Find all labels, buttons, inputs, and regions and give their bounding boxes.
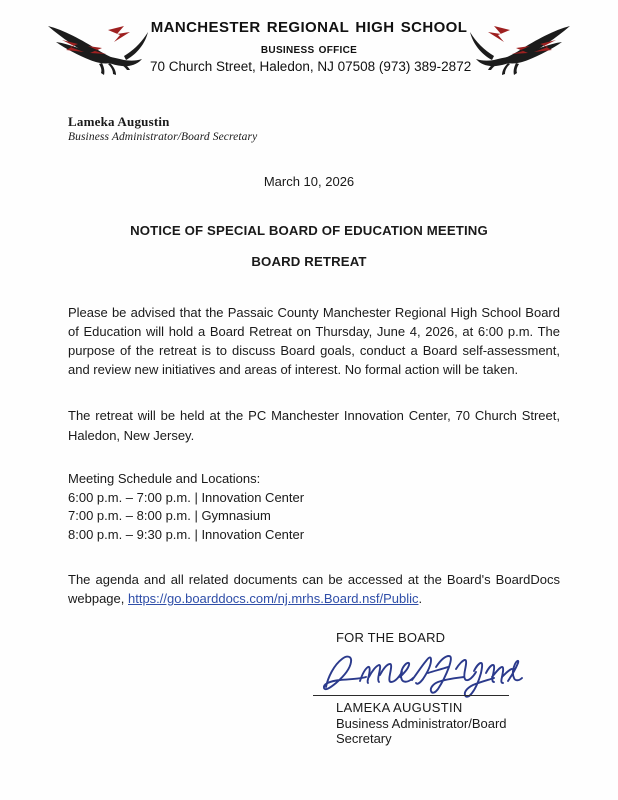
sender-name: Lameka Augustin <box>68 114 170 129</box>
schedule-row: 8:00 p.m. – 9:30 p.m. | Innovation Center <box>68 527 305 543</box>
sender-title: Business Administrator/Board Secretary <box>68 131 258 143</box>
signature-line <box>313 695 509 696</box>
sender-block <box>68 114 618 143</box>
boarddocs-link[interactable]: https://go.boarddocs.com/nj.mrhs.Board.nsf/Public <box>128 591 419 607</box>
notice-subtitle: BOARD RETREAT <box>251 254 367 269</box>
signature-block <box>68 630 560 746</box>
document-body <box>68 303 560 746</box>
agenda-text-after-link: . <box>418 591 423 607</box>
handwritten-signature <box>316 647 531 699</box>
agenda-paragraph <box>68 570 560 608</box>
schedule-heading: Meeting Schedule and Locations: <box>68 470 261 486</box>
meeting-schedule <box>68 470 560 545</box>
falcon-lightning-logo-left <box>44 20 156 80</box>
schedule-row: 7:00 p.m. – 8:00 p.m. | Gymnasium <box>68 508 271 524</box>
signature-role: Business Administrator/Board Secretary <box>336 716 507 747</box>
document-date: March 10, 2026 <box>263 174 355 189</box>
school-name: manchester regional high school <box>150 14 468 37</box>
schedule-row: 6:00 p.m. – 7:00 p.m. | Innovation Center <box>68 489 305 505</box>
signature-area <box>336 651 536 699</box>
body-paragraph-2: The retreat will be held at the PC Manchester Innovation Center, 70 Church Street, Haledon, New Jersey. <box>68 408 560 443</box>
falcon-lightning-logo-right <box>462 20 574 80</box>
signature-printed-name: LAMEKA AUGUSTIN <box>336 700 463 716</box>
department-name: business office <box>260 40 358 57</box>
agenda-text-before-link: The agenda and all related documents can be accessed at the Board's BoardDocs webpage, <box>68 572 560 607</box>
address-phone-line: 70 Church Street, Haledon, NJ 07508 (973) 389-2872 <box>150 59 472 75</box>
notice-title: NOTICE OF SPECIAL BOARD OF EDUCATION MEETING <box>130 223 488 238</box>
letterhead <box>0 0 618 96</box>
for-the-board-label: FOR THE BOARD <box>336 630 446 646</box>
body-paragraph-1: Please be advised that the Passaic County Manchester Regional High School Board of Education will hold a Board Retreat on Thursday, June 4, 2026, at 6:00 p.m. The purpose of the retreat is to discuss Board goals, conduct a Board self-assessment, and review new initiatives and areas of interest. No formal action will be taken. <box>68 305 560 378</box>
